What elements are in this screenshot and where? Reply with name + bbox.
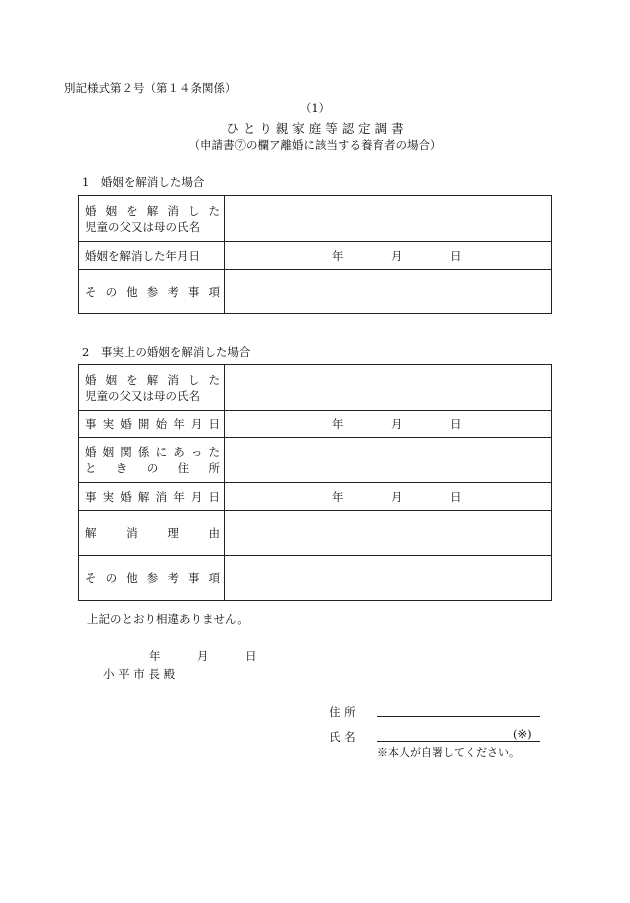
table-row: [79, 483, 552, 511]
label-char: 項: [208, 284, 220, 299]
label-char: 姻: [105, 372, 118, 387]
table-row: [79, 270, 552, 314]
self-sign-note: ※本人が自署してください。: [377, 746, 520, 759]
label-char: あ: [173, 445, 185, 459]
table-row: [79, 242, 552, 270]
parent-name-field[interactable]: [225, 365, 552, 411]
year-label: 年: [332, 248, 344, 263]
label-char: 他: [126, 571, 138, 585]
label-char: 婚: [85, 445, 97, 459]
signature-month-label: 月: [197, 649, 209, 663]
label-char: の: [146, 461, 159, 475]
label-char: 消: [155, 489, 168, 504]
label-line: [85, 203, 224, 219]
name-input-line[interactable]: [377, 741, 540, 742]
cohabitation-end-date-field[interactable]: [225, 483, 552, 511]
row-label: [79, 411, 225, 438]
section2-heading: 2 事実上の婚姻を解消した場合: [82, 345, 251, 359]
label-line: 児童の父又は母の氏名: [85, 219, 200, 234]
table-row: [79, 556, 552, 601]
label-char: 項: [208, 571, 220, 585]
parent-name-field[interactable]: [225, 196, 552, 242]
label-char: の: [105, 284, 118, 299]
label-char: 月: [190, 417, 203, 431]
table-row: [79, 411, 552, 438]
year-label: 年: [332, 489, 344, 504]
section2-table: [78, 364, 552, 601]
label-char: を: [126, 203, 138, 218]
label-char: そ: [85, 284, 97, 299]
document-title: ひ と り 親 家 庭 等 認 定 調 書: [226, 121, 404, 136]
row-label: [79, 270, 225, 314]
section1-heading: 1 婚姻を解消した場合: [82, 175, 205, 189]
label-char: 解: [137, 489, 150, 504]
label-char: 月: [190, 489, 203, 504]
label-char: た: [208, 372, 220, 387]
month-label: 月: [391, 417, 403, 431]
label-char: 消: [167, 372, 179, 387]
label-char: 消: [126, 526, 138, 540]
label-char: し: [187, 203, 200, 218]
label-char: 姻: [105, 203, 118, 218]
label-char: に: [155, 445, 168, 459]
name-label: 氏 名: [329, 730, 356, 744]
document-subtitle: （申請書⑦の欄ア離婚に該当する養育者の場合）: [188, 138, 442, 152]
table-row: [79, 196, 552, 242]
row-label: [79, 483, 225, 511]
label-char: 実: [102, 489, 115, 504]
label-char: 解: [146, 372, 159, 387]
month-label: 月: [391, 489, 403, 504]
label-char: 始: [155, 417, 168, 431]
label-text: 児童の父又は母の氏名: [85, 388, 200, 403]
label-char: 住: [177, 461, 190, 475]
form-reference: 別記様式第２号（第１４条関係）: [64, 81, 237, 95]
label-char: 関: [120, 445, 132, 459]
address-at-time-field[interactable]: [225, 438, 552, 483]
label-char: 消: [167, 203, 179, 218]
label-char: 年: [173, 417, 185, 431]
address-label: 住 所: [329, 705, 356, 719]
label-char: し: [187, 372, 200, 387]
label-char: た: [208, 445, 220, 459]
label-char: き: [115, 461, 128, 475]
label-char: を: [126, 372, 138, 387]
table-row: [79, 438, 552, 483]
section1-table: [78, 195, 552, 314]
address-input-line[interactable]: [377, 716, 540, 717]
day-label: 日: [450, 489, 462, 504]
label-char: 日: [208, 417, 220, 431]
cohabitation-start-date-field[interactable]: [225, 411, 552, 438]
label-char: 所: [208, 461, 220, 475]
label-char: 日: [208, 489, 220, 504]
other-notes-field[interactable]: [225, 270, 552, 314]
signature-mark: (※): [513, 727, 532, 741]
label-char: 婚: [85, 372, 97, 387]
row-label: 婚姻を解消した年月日: [79, 242, 225, 270]
label-char: 考: [167, 571, 179, 585]
day-label: 日: [450, 417, 462, 431]
declaration-text: 上記のとおり相違ありません。: [87, 612, 249, 626]
row-label: [79, 196, 225, 242]
label-char: 理: [167, 526, 179, 540]
label-char: 婚: [120, 417, 132, 431]
table-row: [79, 511, 552, 556]
label-char: 開: [137, 417, 150, 431]
label-char: の: [105, 571, 118, 585]
label-char: 事: [85, 489, 97, 504]
addressee: 小 平 市 長 殿: [103, 667, 176, 681]
label-char: た: [208, 203, 220, 218]
label-char: と: [85, 461, 97, 475]
month-label: 月: [391, 248, 403, 263]
label-char: 参: [146, 284, 159, 299]
label-char: 婚: [85, 203, 97, 218]
label-char: 解: [85, 526, 97, 540]
label-char: 実: [102, 417, 115, 431]
other-notes-field[interactable]: [225, 556, 552, 601]
label-char: 事: [187, 284, 200, 299]
label-char: そ: [85, 571, 97, 585]
label-char: 他: [126, 284, 138, 299]
label-char: 参: [146, 571, 159, 585]
label-char: っ: [190, 445, 203, 459]
form-number: （1）: [299, 101, 331, 115]
label-char: 由: [208, 526, 220, 540]
label-char: 年: [173, 489, 185, 504]
row-label: [79, 511, 225, 556]
row-label: [79, 556, 225, 601]
row-label: [79, 365, 225, 411]
label-char: 事: [187, 571, 200, 585]
signature-day-label: 日: [245, 649, 257, 663]
table-row: [79, 365, 552, 411]
dissolution-reason-field[interactable]: [225, 511, 552, 556]
signature-year-label: 年: [149, 649, 161, 663]
year-label: 年: [332, 417, 344, 431]
label-char: 事: [85, 417, 97, 431]
day-label: 日: [450, 248, 462, 263]
label-char: 考: [167, 284, 179, 299]
label-char: 婚: [120, 489, 132, 504]
label-char: 係: [137, 445, 150, 459]
label-char: 解: [146, 203, 159, 218]
row-label: [79, 438, 225, 483]
dissolution-date-field[interactable]: [225, 242, 552, 270]
label-char: 姻: [102, 445, 115, 459]
